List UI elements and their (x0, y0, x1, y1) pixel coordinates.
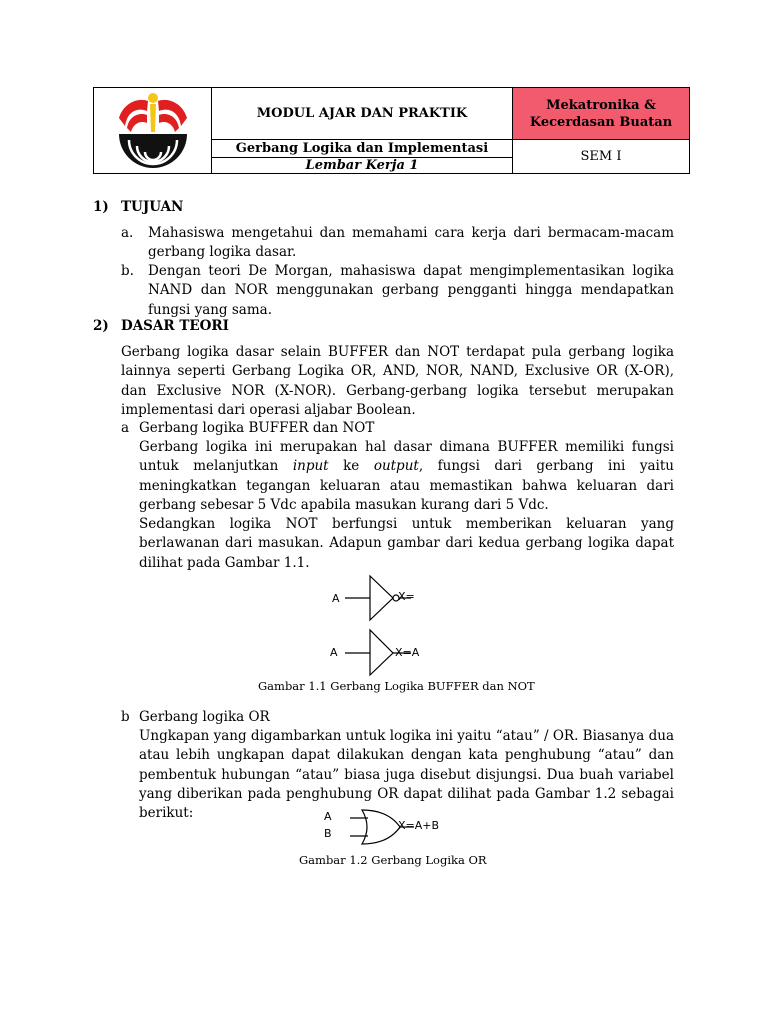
worksheet-label: Lembar Kerja 1 (305, 158, 419, 173)
semester-label: SEM I (580, 149, 622, 164)
header-table (93, 87, 690, 174)
upi-logo-icon (115, 92, 191, 170)
buffer-input-label: A (330, 646, 338, 659)
buffer-output-label: X=A (395, 646, 420, 659)
list-marker: b. (121, 263, 134, 279)
paragraph: Ungkapan yang digambarkan untuk logika ini yaitu “atau” / OR. Biasanya dua atau lebih ungkapan dapat dilakukan dengan kata penghubung “atau” dan pembentuk hubungan “atau” biasa juga disebut disjungsi. Dua buah variabel yang diberikan pada penghubung OR dapat dilihat pada Gambar 1.2 sebagai berikut: (139, 728, 674, 822)
list-item: Mahasiswa mengetahui dan memahami cara kerja dari bermacam-macam gerbang logika dasar. (148, 225, 674, 261)
intro-paragraph: Gerbang logika dasar selain BUFFER dan NOT terdapat pula gerbang logika lainnya seperti Gerbang Logika OR, AND, NOR, NAND, Exclusive OR (X-OR), dan Exclusive NOR (X-NOR). Gerbang-gerbang logika tersebut merupakan implementasi dari operasi aljabar Boolean. (121, 344, 674, 418)
topic-title: Gerbang Logika dan Implementasi (235, 140, 489, 156)
subsection-title: Gerbang logika BUFFER dan NOT (139, 420, 375, 436)
subsection-marker: a (121, 420, 130, 436)
paragraph: Gerbang logika ini merupakan hal dasar dimana BUFFER memiliki fungsi untuk melanjutkan input ke output, fungsi dari gerbang ini yaitu meningkatkan tegangan keluaran atau memastikan bahwa keluaran dari gerbang sebesar 5 Vdc apabila masukan kurang dari 5 Vdc. (139, 439, 674, 513)
or-output-label: X=A+B (398, 819, 440, 832)
module-title: MODUL AJAR DAN PRAKTIK (256, 106, 468, 121)
not-gate-icon (345, 574, 415, 622)
section-heading: DASAR TEORI (121, 318, 229, 334)
university-logo (94, 88, 211, 173)
list-item: Dengan teori De Morgan, mahasiswa dapat mengimplementasikan logika NAND dan NOR menggunakan gerbang pengganti hingga mendapatkan fungsi yang sama. (148, 263, 674, 318)
or-input-a-label: A (324, 810, 332, 823)
subsection-title: Gerbang logika OR (139, 709, 270, 725)
section-number: 2) (93, 318, 109, 334)
figure-caption: Gambar 1.1 Gerbang Logika BUFFER dan NOT (258, 679, 535, 693)
paragraph: Sedangkan logika NOT berfungsi untuk memberikan keluaran yang berlawanan dari masukan. Adapun gambar dari kedua gerbang logika dapat dilihat pada Gambar 1.1. (139, 516, 674, 571)
figure-caption: Gambar 1.2 Gerbang Logika OR (299, 853, 487, 867)
not-input-label: A (332, 592, 340, 605)
list-marker: a. (121, 225, 134, 241)
not-output-label: X= (398, 590, 415, 603)
department-label: Mekatronika & Kecerdasan Buatan (513, 88, 689, 139)
section-heading: TUJUAN (121, 199, 184, 215)
or-input-b-label: B (324, 827, 332, 840)
or-gate-icon (350, 808, 420, 848)
section-number: 1) (93, 199, 109, 215)
subsection-marker: b (121, 709, 130, 725)
buffer-gate-icon (345, 628, 415, 676)
